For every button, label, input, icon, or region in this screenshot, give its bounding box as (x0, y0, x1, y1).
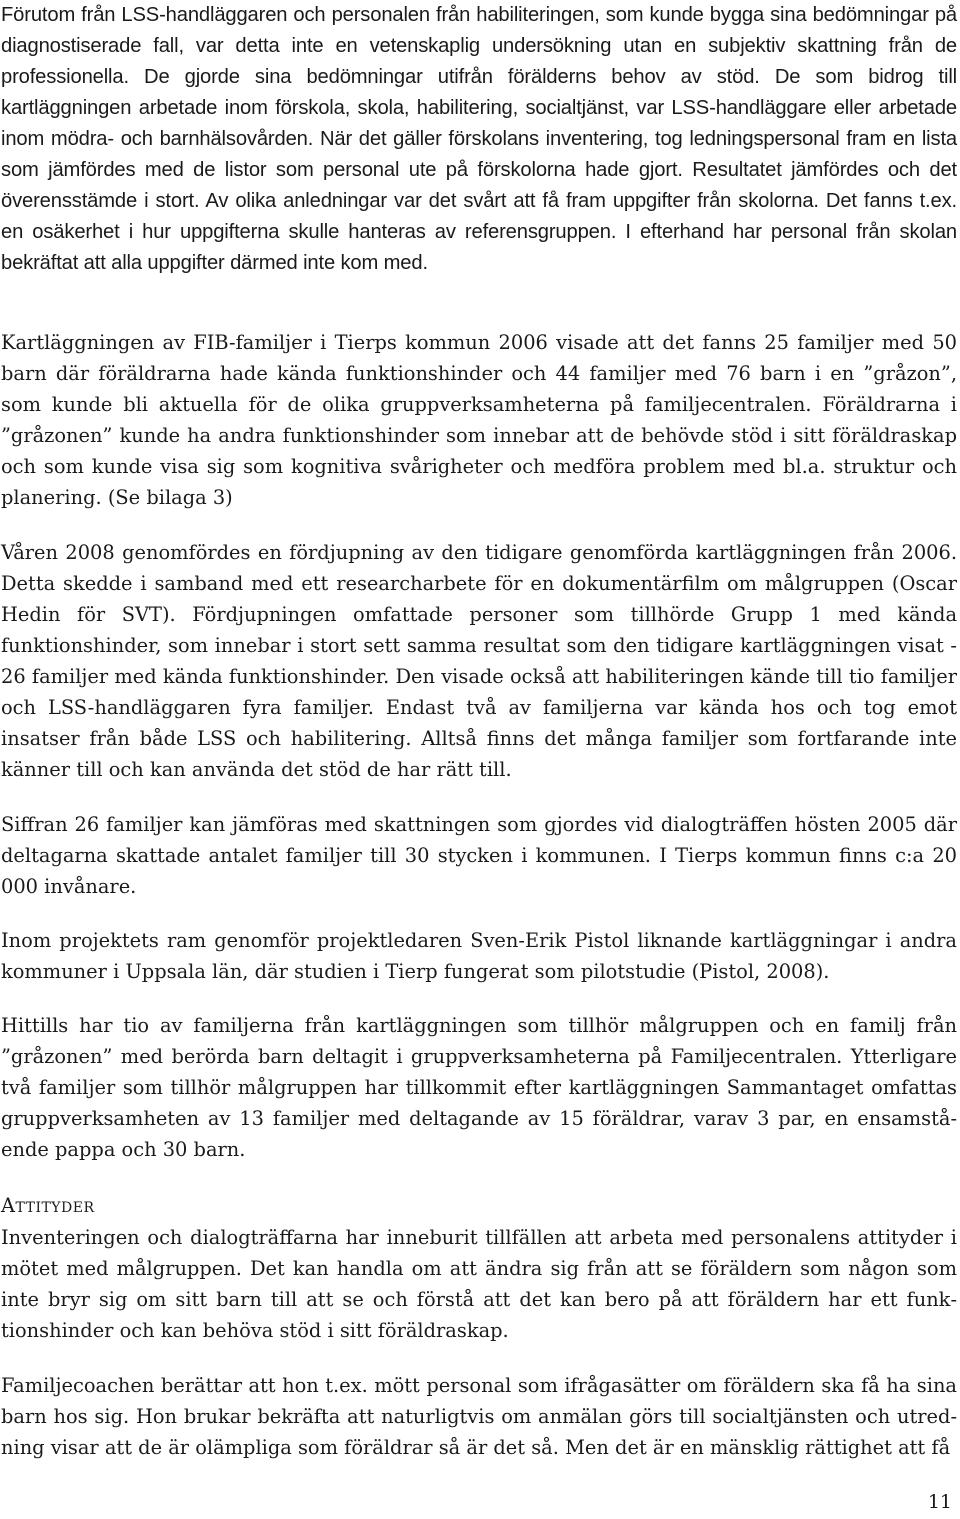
inventeringen-paragraph: Inventeringen och dialogträffarna har inneburit tillfällen att arbeta med personalens attityder i mötet med målgruppen. Det kan handla om att ändra sig från att se föräldern som någon som inte bryr sig om sitt barn till att se och förstå att det kan bero på att föräldern har ett funktionshinder och kan behöva stöd i sitt föräldraskap. (1, 1226, 957, 1342)
section-heading-attityder: Attityder (1, 1194, 95, 1217)
inom-projektet-paragraph: Inom projektets ram genomför projektledaren Sven-Erik Pistol liknande kartläggningar i andra kommuner i Uppsala län, där studien i Tierp fungerat som pilotstudie (Pistol, 2008). (1, 929, 957, 983)
kartlaggning-paragraph: Kartläggningen av FIB-familjer i Tierps kommun 2006 visade att det fanns 25 familjer med 50 barn där föräldrarna hade kända funktionshinder och 44 familjer med 76 barn i en ”gråzon”, som kunde bli aktuella för de olika gruppverksamheterna på familjecentralen. Föräldrarna i ”gråzonen” kunde ha andra funktionshinder som innebar att de behövde stöd i sitt föräldraskap och som kunde visa sig som kognitiva svårigheter och medföra problem med bl.a. struktur och planering. (Se bilaga 3) (1, 331, 957, 509)
siffran-paragraph: Siffran 26 familjer kan jämföras med skattningen som gjordes vid dialogträffen hösten 2005 där deltagarna skattade antalet familjer till 30 stycken i kommunen. I Tierps kommun finns c:a 20 000 invånare. (1, 813, 957, 898)
hittills-paragraph: Hittills har tio av familjerna från kartläggningen som tillhör målgruppen och en familj från ”gråzonen” med berörda barn deltagit i gruppverksamheterna på Familjecentralen. Ytterligare två familjer som tillhör målgruppen har tillkommit efter kartläggningen Sammantaget omfattas gruppverksamheten av 13 familjer med deltagande av 15 föräldrar, varav 3 par, en ensamstående pappa och 30 barn. (1, 1014, 957, 1161)
page-number: 11 (927, 1491, 952, 1513)
familjecoachen-paragraph: Familjecoachen berättar att hon t.ex. mött personal som ifrågasätter om föräldern ska få ha sina barn hos sig. Hon brukar bekräfta att naturligtvis om anmälan görs till socialtjänsten och utredning visar att de är olämpliga som föräldrar så är det så. Men det är en mänsklig rättighet att få (1, 1374, 957, 1459)
intro-paragraph: Förutom från LSS-handläggaren och personalen från habiliteringen, som kunde bygga sina bedömningar på diagnostiserade fall, var detta inte en vetenskaplig undersökning utan en subjektiv skattning från de professionella. De gjorde sina bedömningar utifrån förälderns behov av stöd. De som bidrog till kartläggningen arbetade inom förskola, skola, habilitering, socialtjänst, var LSS-handläggare eller arbetade inom mödra- och barnhälsovården. När det gäller förskolans inventering, tog ledningspersonal fram en lista som jämfördes med de listor som personal ute på förskolorna hade gjort. Resultatet jämfördes och det överensstämde i stort. Av olika anledningar var det svårt att få fram uppgifter från skolorna. Det fanns t.ex. en osäkerhet i hur uppgifterna skulle hanteras av referensgruppen. I efterhand har personal från skolan bekräftat att alla uppgifter därmed inte kom med. (1, 4, 957, 274)
varen-2008-paragraph: Våren 2008 genomfördes en fördjupning av den tidigare genomförda kartläggningen från 2006. Detta skedde i samband med ett researcharbete för en dokumentärfilm om målgruppen (Oscar Hedin för SVT). Fördjupningen omfattade personer som tillhörde Grupp 1 med kända funktionshinder, som innebar i stort sett samma resultat som den tidigare kartläggningen visat - 26 familjer med kända funktionshinder. Den visade också att habiliteringen kände till tio familjer och LSS-handläggaren fyra familjer. Endast två av familjerna var kända hos och tog emot insatser från både LSS och habilitering. Alltså finns det många familjer som fortfarande inte känner till och kan använda det stöd de har rätt till. (1, 541, 957, 781)
